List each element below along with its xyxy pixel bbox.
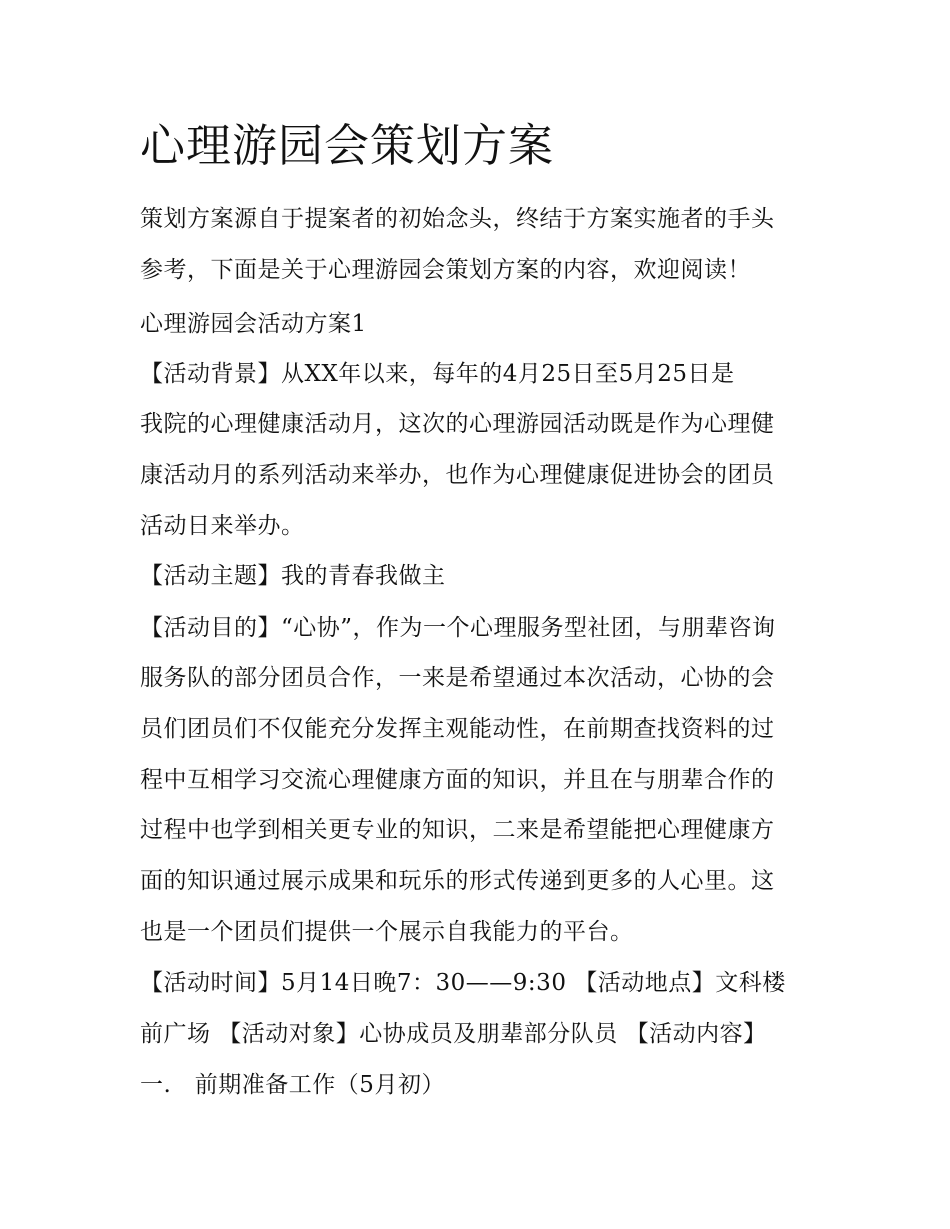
paragraph-line: 参考，下面是关于心理游园会策划方案的内容，欢迎阅读！ <box>140 257 751 283</box>
paragraph-line: 面的知识通过展示成果和玩乐的形式传递到更多的人心里。这 <box>140 868 775 894</box>
paragraph-line: 前广场 【活动对象】心协成员及朋辈部分队员 【活动内容】 <box>140 1021 767 1047</box>
paragraph-line: 【活动时间】5月14日晚7：30——9:30 【活动地点】文科楼 <box>140 970 786 996</box>
paragraph-line: 策划方案源自于提案者的初始念头，终结于方案实施者的手头 <box>140 206 775 232</box>
paragraph-line: 员们团员们不仅能充分发挥主观能动性，在前期查找资料的过 <box>140 716 775 742</box>
paragraph-line: 【活动主题】我的青春我做主 <box>140 563 446 589</box>
document-title: 心理游园会策划方案 <box>140 119 555 172</box>
paragraph-line: 过程中也学到相关更专业的知识，二来是希望能把心理健康方 <box>140 817 775 843</box>
section-heading: 心理游园会活动方案1 <box>140 311 367 337</box>
paragraph-line: 康活动月的系列活动来举办，也作为心理健康促进协会的团员 <box>140 462 775 488</box>
list-item: 一. 前期准备工作（5月初） <box>140 1072 445 1098</box>
paragraph-line: 【活动目的】“心协”，作为一个心理服务型社团，与朋辈咨询 <box>140 615 776 641</box>
paragraph-line: 我院的心理健康活动月，这次的心理游园活动既是作为心理健 <box>140 411 775 437</box>
paragraph-line: 也是一个团员们提供一个展示自我能力的平台。 <box>140 919 634 945</box>
paragraph-line: 程中互相学习交流心理健康方面的知识，并且在与朋辈合作的 <box>140 767 775 793</box>
paragraph-line: 活动日来举办。 <box>140 513 305 539</box>
paragraph-line: 【活动背景】从XX年以来，每年的4月25日至5月25日是 <box>140 361 735 387</box>
paragraph-line: 服务队的部分团员合作，一来是希望通过本次活动，心协的会 <box>140 665 775 691</box>
